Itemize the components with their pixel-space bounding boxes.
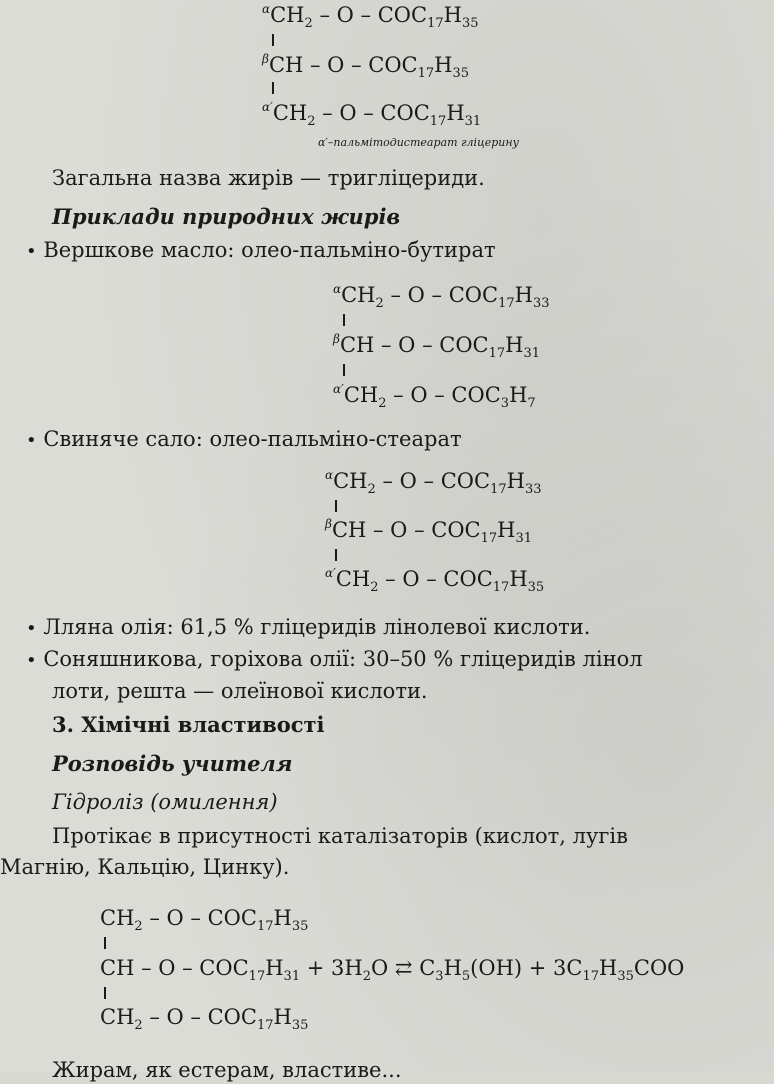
teacher-heading: Розповідь учителя [52, 751, 293, 776]
bond-line [272, 82, 274, 94]
bond-line [104, 937, 106, 949]
bullet-icon: • [26, 430, 37, 451]
bullet-icon: • [26, 618, 37, 639]
bond-line [343, 314, 345, 326]
para1-line2: Магнію, Кальцію, Цинку). [0, 855, 290, 879]
formula1-line2: $^\beta$CH – O – $COC_{17}H_{35}$ [262, 52, 470, 81]
bond-line [335, 500, 337, 512]
butter-item: • Вершкове масло: олео-пальміно-бутират [26, 238, 496, 262]
formula3-line3: $^{\alpha'}CH_2$ – O – $COC_{17}H_{35}$ [325, 566, 545, 595]
formula1-caption: α′–пальмітодистеарат гліцерину [318, 136, 520, 149]
reaction-line3: $CH_2$ – O – $COC_{17}H_{35}$ [100, 1005, 309, 1033]
reaction-line1: $CH_2$ – O – $COC_{17}H_{35}$ [100, 906, 309, 934]
reaction-line2: CH – $O - COC_{17}H_{31} + 3H_2O$ ⇄ $C_3H_5(OH) + 3C_{17}H_{35}COO$ [100, 956, 685, 984]
hydrolysis-heading: Гідроліз (омилення) [52, 790, 278, 814]
equilibrium-arrow-icon: ⇄ [394, 956, 413, 980]
lard-item: • Свиняче сало: олео-пальміно-стеарат [26, 427, 462, 451]
bond-line [104, 987, 106, 999]
last-line-partial: Жирам, як естерам, властиве... [52, 1058, 402, 1082]
para1-line1: Протікає в присутності каталізаторів (кислот, лугів [52, 824, 628, 848]
bullet-icon: • [26, 241, 37, 262]
bond-line [343, 364, 345, 376]
general-name-text: Загальна назва жирів — тригліцериди. [52, 166, 485, 190]
formula1-line1: $^\alpha CH_2$ – O – $COC_{17}H_{35}$ [262, 2, 479, 31]
formula1-line3: $^{\alpha'}CH_2$ – O – $COC_{17}H_{31}$ [262, 100, 482, 129]
section3-heading: 3. Хімічні властивості [52, 712, 325, 737]
sunflower-item-cont: лоти, решта — олеїнової кислоти. [52, 679, 428, 703]
bond-line [272, 34, 274, 46]
formula3-line2: $^\beta$CH – O – $COC_{17}H_{31}$ [325, 517, 533, 546]
bond-line [335, 549, 337, 561]
linseed-item: • Лляна олія: 61,5 % гліцеридів лінолевої кислоти. [26, 615, 591, 639]
examples-heading: Приклади природних жирів [52, 204, 401, 229]
bullet-icon: • [26, 650, 37, 671]
formula2-line1: $^\alpha CH_2$ – O – $COC_{17}H_{33}$ [333, 282, 550, 311]
formula2-line2: $^\beta$CH – O – $COC_{17}H_{31}$ [333, 332, 541, 361]
formula3-line1: $^\alpha CH_2$ – O – $COC_{17}H_{33}$ [325, 468, 542, 497]
formula2-line3: $^{\alpha'}CH_2$ – O – $COC_3H_7$ [333, 382, 536, 411]
sunflower-item: • Соняшникова, горіхова олії: 30–50 % гліцеридів лінол [26, 647, 643, 671]
